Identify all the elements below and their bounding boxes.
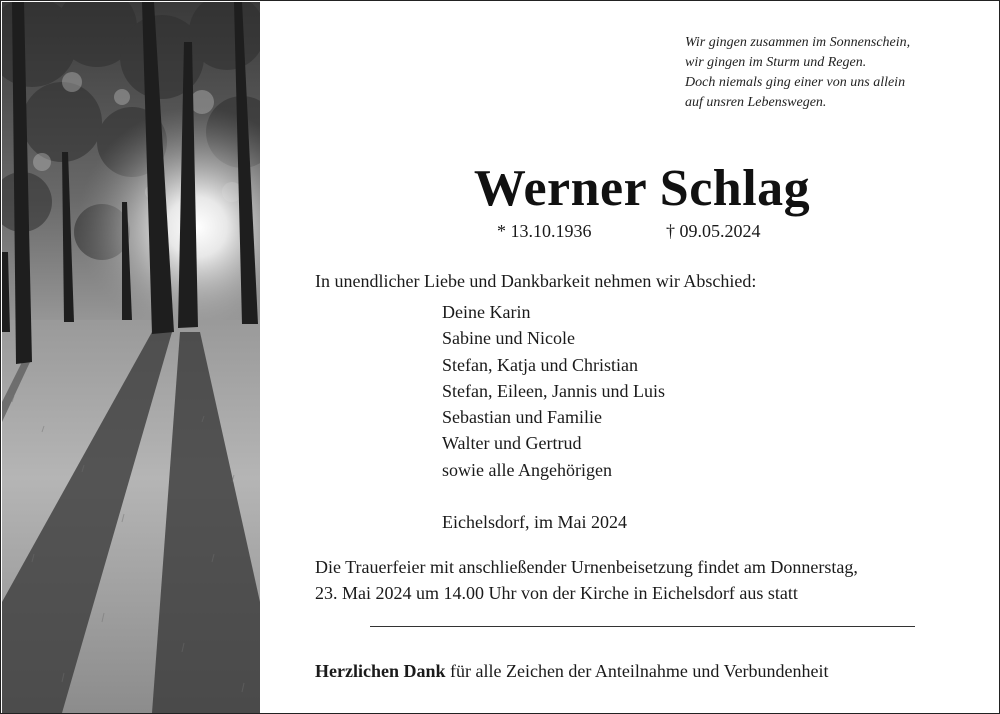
death-date: † 09.05.2024 bbox=[666, 221, 761, 241]
farewell-intro: In unendlicher Liebe und Dankbarkeit nehmen wir Abschied: bbox=[315, 271, 757, 291]
mourner-item: sowie alle Angehörigen bbox=[442, 459, 612, 480]
mourner-item: Sabine und Nicole bbox=[442, 328, 575, 349]
poem-line: auf unsren Lebenswegen. bbox=[685, 95, 827, 110]
divider-line bbox=[370, 626, 915, 627]
mourners-list bbox=[442, 299, 665, 483]
poem-line: Doch niemals ging einer von uns allein bbox=[685, 75, 906, 90]
thanks-bold: Herzlichen Dank bbox=[315, 661, 446, 681]
place-date: Eichelsdorf, im Mai 2024 bbox=[442, 512, 627, 532]
deceased-name: Werner Schlag bbox=[473, 160, 811, 217]
birth-date: * 13.10.1936 bbox=[497, 221, 592, 241]
ceremony-line: 23. Mai 2024 um 14.00 Uhr von der Kirche in Eichelsdorf aus statt bbox=[315, 583, 798, 603]
poem-line: Wir gingen zusammen im Sonnenschein, bbox=[685, 35, 911, 50]
mourner-item: Stefan, Katja und Christian bbox=[442, 354, 638, 375]
poem-line: wir gingen im Sturm und Regen. bbox=[685, 55, 867, 70]
mourner-item: Stefan, Eileen, Jannis und Luis bbox=[442, 380, 665, 401]
ceremony-notice bbox=[315, 554, 858, 606]
thanks-line bbox=[315, 658, 829, 684]
mourner-item: Walter und Gertrud bbox=[442, 433, 582, 454]
thanks-text: für alle Zeichen der Anteilnahme und Verbundenheit bbox=[445, 661, 829, 681]
forest-photo bbox=[2, 2, 260, 713]
mourner-item: Sebastian und Familie bbox=[442, 407, 602, 428]
poem bbox=[685, 33, 985, 113]
mourner-item: Deine Karin bbox=[442, 302, 531, 322]
ceremony-line: Die Trauerfeier mit anschließender Urnenbeisetzung findet am Donnerstag, bbox=[315, 557, 858, 577]
